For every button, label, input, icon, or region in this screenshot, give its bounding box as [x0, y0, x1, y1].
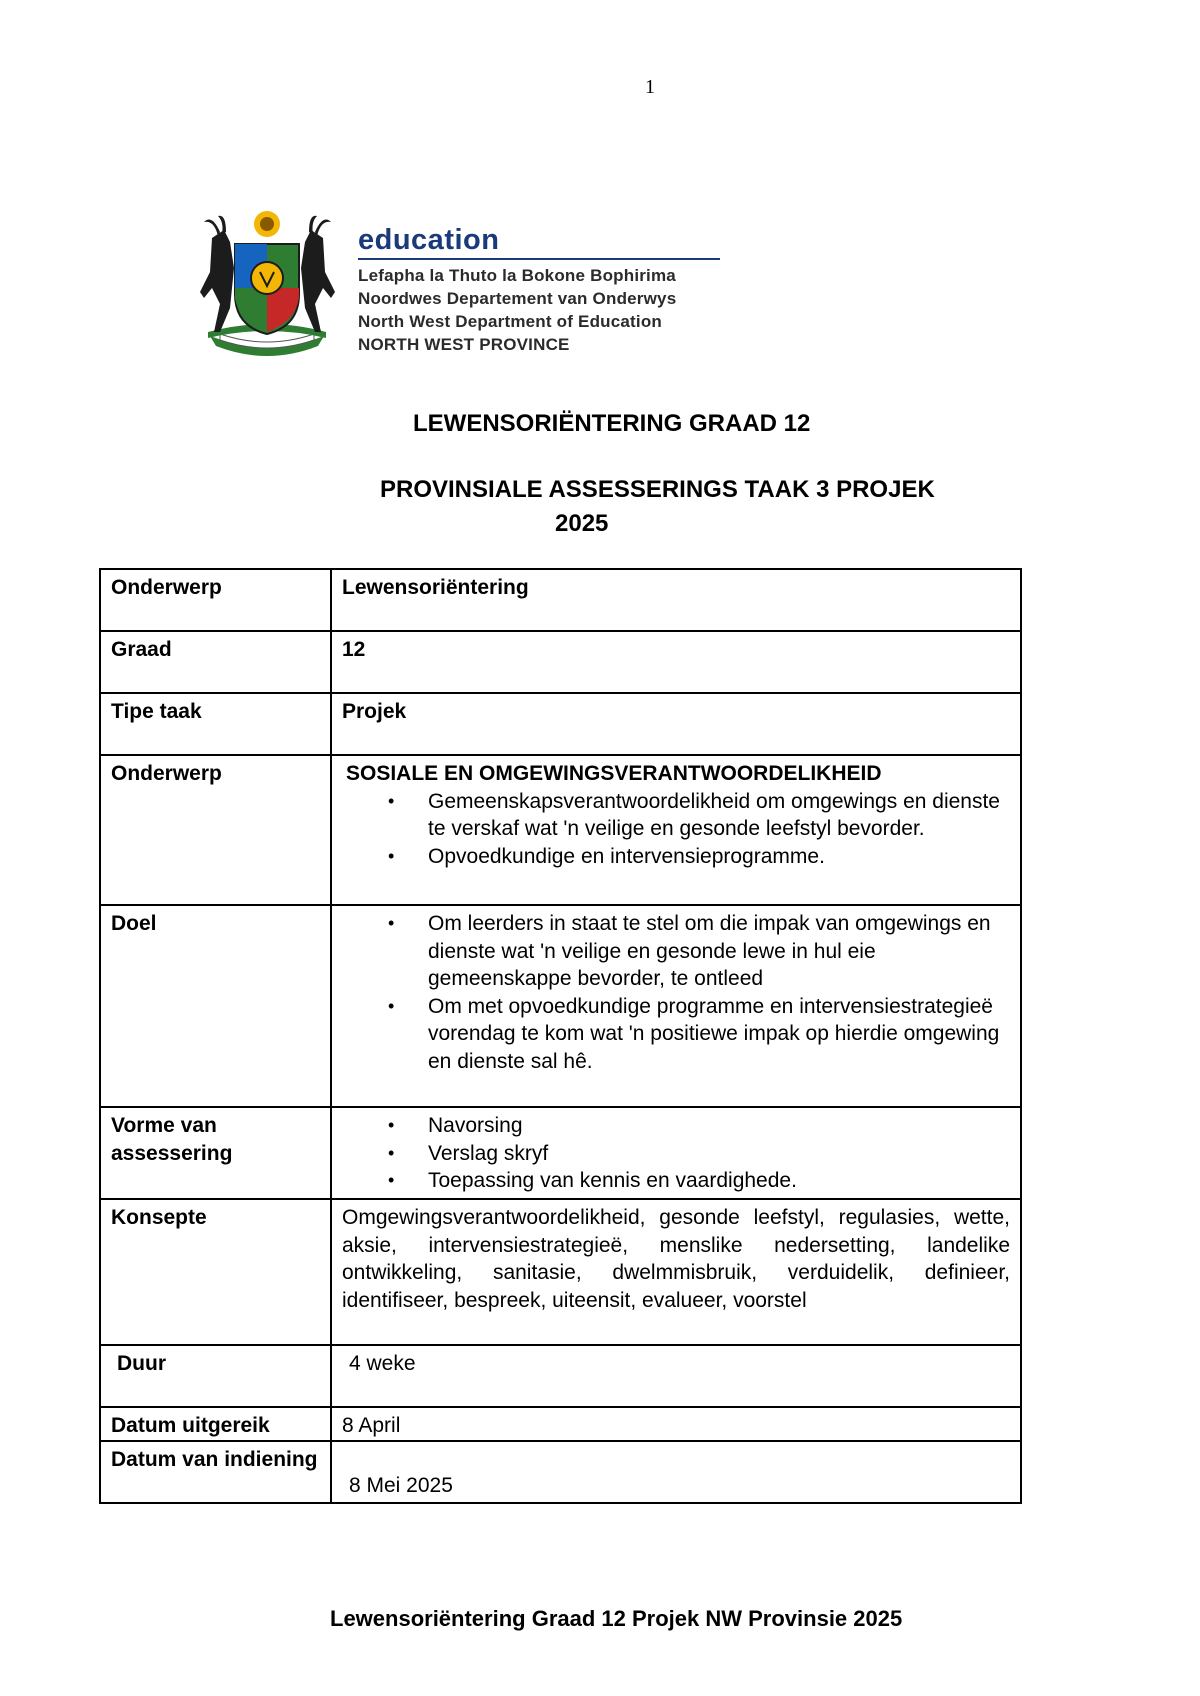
- row-label: Datum uitgereik: [100, 1407, 331, 1441]
- document-year: 2025: [555, 510, 609, 537]
- list-item: • Verslag skryf: [388, 1140, 1010, 1168]
- list-item: • Opvoedkundige en intervensieprogramme.: [388, 843, 1010, 871]
- table-row: [100, 755, 1021, 905]
- row-label: Duur: [100, 1345, 331, 1407]
- bullet-list: [342, 788, 1010, 871]
- table-row: [100, 1441, 1021, 1503]
- row-value: 12: [331, 631, 1021, 693]
- list-item: • Navorsing: [388, 1112, 1010, 1140]
- page-number: 1: [645, 76, 655, 98]
- row-label: Datum van indiening: [100, 1441, 331, 1503]
- list-item: • Toepassing van kennis en vaardighede.: [388, 1167, 1010, 1195]
- row-value: 4 weke: [331, 1345, 1021, 1407]
- logo-line: North West Department of Education: [358, 312, 663, 331]
- row-value: [331, 1107, 1021, 1199]
- row-label: Graad: [100, 631, 331, 693]
- bullet-list: [342, 1112, 1010, 1195]
- row-value: 8 April: [331, 1407, 1021, 1441]
- document-title: LEWENSORIËNTERING GRAAD 12: [413, 410, 811, 437]
- row-label: Onderwerp: [100, 755, 331, 905]
- topic-heading: SOSIALE EN OMGEWINGSVERANTWOORDELIKHEID: [346, 762, 882, 785]
- logo-line: Lefapha la Thuto la Bokone Bophirima: [358, 266, 676, 285]
- list-item: • Om met opvoedkundige programme en intervensiestrategieë vorendag te kom wat 'n positiewe impak op hierdie omgewing en dienste sal hê.: [388, 993, 1010, 1076]
- row-label: Doel: [100, 905, 331, 1107]
- row-value: Lewensoriëntering: [331, 569, 1021, 631]
- bullet-list: [342, 910, 1010, 1075]
- row-label: Vorme van assessering: [100, 1107, 331, 1199]
- row-value: Projek: [331, 693, 1021, 755]
- department-logo: [190, 208, 730, 358]
- row-label: Konsepte: [100, 1199, 331, 1345]
- table-row: [100, 1107, 1021, 1199]
- table-row: [100, 1345, 1021, 1407]
- table-row: [100, 693, 1021, 755]
- document-subtitle: PROVINSIALE ASSESSERINGS TAAK 3 PROJEK: [380, 476, 935, 503]
- table-row: [100, 569, 1021, 631]
- table-row: [100, 1199, 1021, 1345]
- coat-of-arms-icon: [190, 208, 345, 358]
- task-info-table: [99, 568, 1022, 1504]
- row-value: [331, 755, 1021, 905]
- logo-divider: [358, 258, 720, 260]
- row-label: Onderwerp: [100, 569, 331, 631]
- row-value: 8 Mei 2025: [331, 1441, 1021, 1503]
- row-value: Omgewingsverantwoordelikheid, gesonde leefstyl, regulasies, wette, aksie, intervensiestrategieë, menslike nedersetting, landelike ontwikkeling, sanitasie, dwelmmisbruik, verduidelik, definieer, identifiseer, bespreek, uiteensit, evalueer, voorstel: [331, 1199, 1021, 1345]
- logo-line: NORTH WEST PROVINCE: [358, 335, 570, 354]
- table-row: [100, 905, 1021, 1107]
- page-footer: Lewensoriëntering Graad 12 Projek NW Provinsie 2025: [330, 1606, 903, 1631]
- logo-wordmark: education: [358, 224, 500, 256]
- row-value: [331, 905, 1021, 1107]
- logo-line: Noordwes Departement van Onderwys: [358, 289, 677, 308]
- row-label: Tipe taak: [100, 693, 331, 755]
- list-item: • Om leerders in staat te stel om die impak van omgewings en dienste wat 'n veilige en gesonde lewe in hul eie gemeenskappe bevorder, te ontleed: [388, 910, 1010, 993]
- table-row: [100, 1407, 1021, 1441]
- table-row: [100, 631, 1021, 693]
- list-item: • Gemeenskapsverantwoordelikheid om omgewings en dienste te verskaf wat 'n veilige en gesonde leefstyl bevorder.: [388, 788, 1010, 843]
